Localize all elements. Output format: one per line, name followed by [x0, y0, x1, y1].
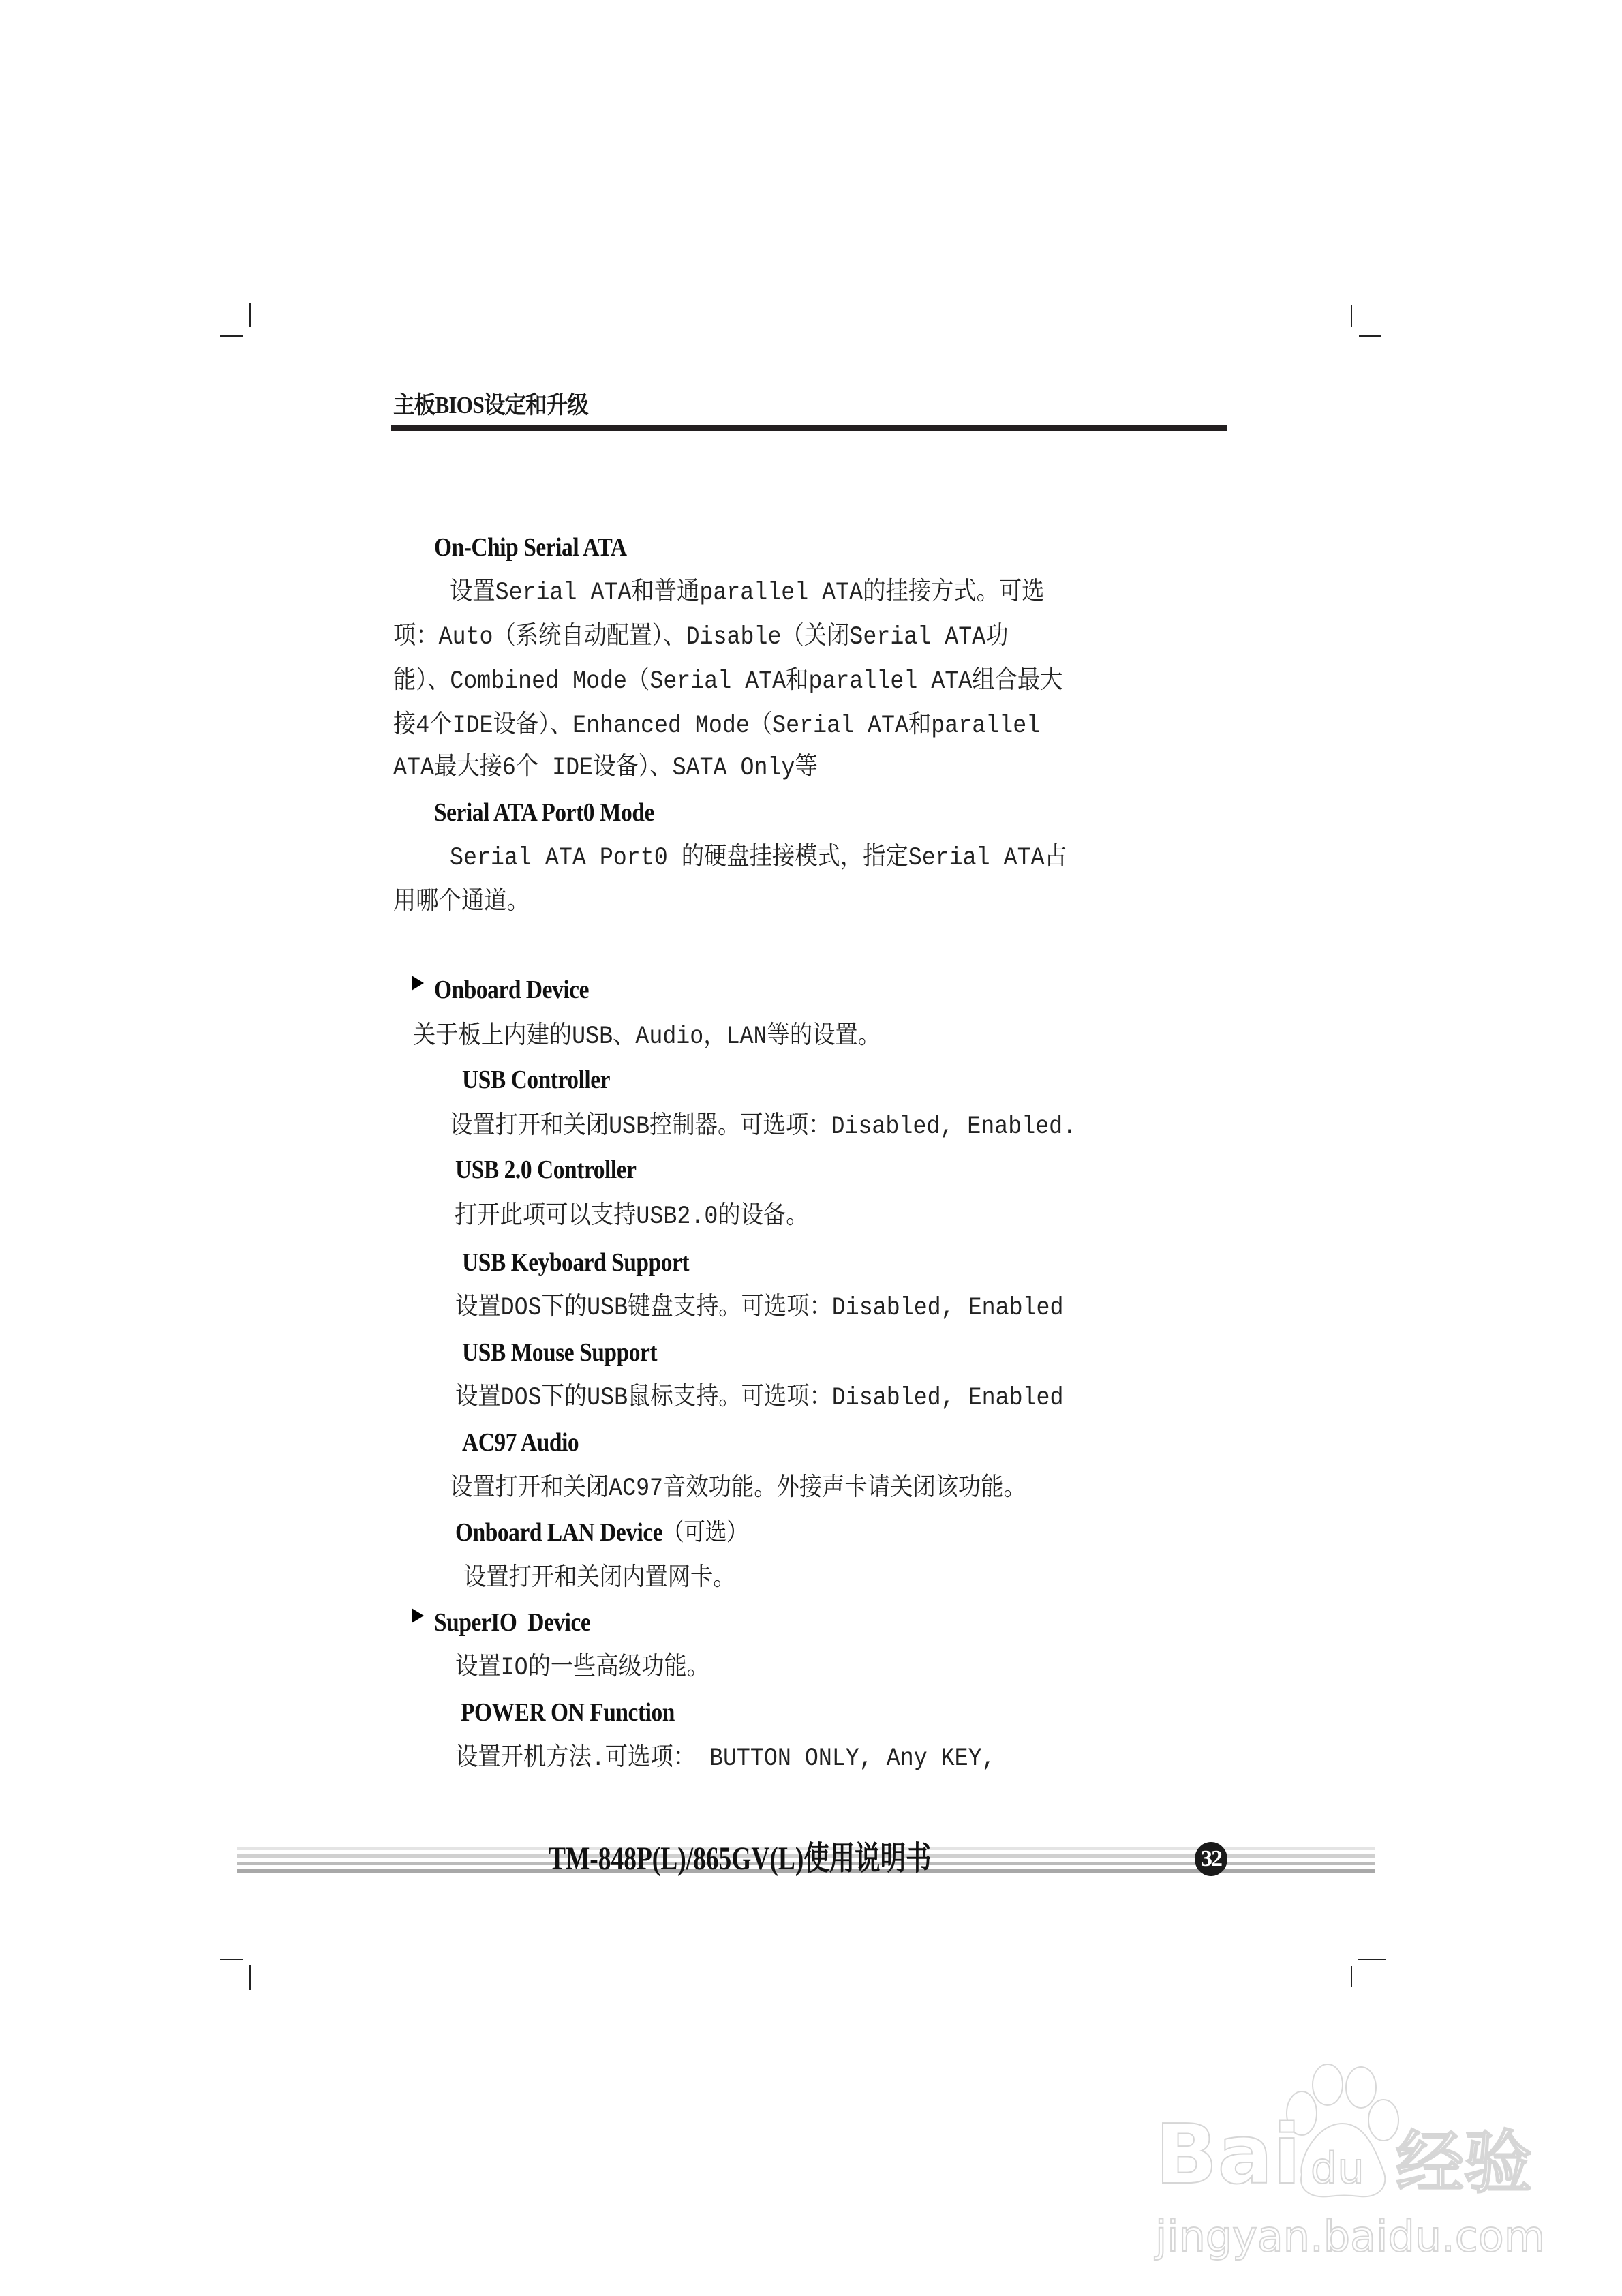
item-desc-ac97-audio: 设置打开和关闭AC97音效功能。外接声卡请关闭该功能。	[450, 1475, 1026, 1503]
triangle-right-icon	[412, 1608, 424, 1623]
onchip-desc-line-2: 项：Auto（系统自动配置）、Disable（关闭Serial ATA功	[393, 623, 1009, 652]
crop-mark-top-right-horizontal	[1359, 335, 1381, 337]
crop-mark-bottom-left-vertical	[249, 1965, 251, 1990]
watermark-brand: Bai	[1155, 2108, 1301, 2203]
superio-desc: 设置IO的一些高级功能。	[455, 1654, 709, 1682]
onchip-desc-line-3: 能）、Combined Mode（Serial ATA和parallel ATA组合最大	[393, 667, 1063, 696]
item-desc-power-on-function: 设置开机方法.可选项： BUTTON ONLY, Any KEY,	[455, 1744, 996, 1773]
watermark-url: jingyan.baidu.com	[1155, 2211, 1546, 2261]
item-title-onboard-lan-device-text: Onboard LAN Device	[455, 1518, 663, 1547]
crop-mark-bottom-right-horizontal	[1358, 1959, 1386, 1960]
onchip-desc-line-5: ATA最大接6个 IDE设备）、SATA Only等	[393, 754, 818, 783]
watermark-suffix: 经验	[1396, 2123, 1532, 2203]
onboard-desc: 关于板上内建的USB、Audio，LAN等的设置。	[413, 1023, 881, 1051]
item-desc-usb-controller: 设置打开和关闭USB控制器。可选项：Disabled, Enabled.	[450, 1113, 1077, 1141]
section-title-onchip-serial-ata: On-Chip Serial ATA	[434, 533, 627, 562]
item-title-usb20-controller: USB 2.0 Controller	[455, 1155, 637, 1184]
item-title-onboard-lan-device	[455, 1515, 748, 1550]
onchip-desc-line-1: 设置Serial ATA和普通parallel ATA的挂接方式。可选	[450, 579, 1045, 607]
item-desc-onboard-lan-device: 设置打开和关闭内置网卡。	[463, 1565, 736, 1593]
onchip-desc-line-4: 接4个IDE设备）、Enhanced Mode（Serial ATA和parallel	[393, 712, 1041, 740]
header-rule	[391, 425, 1227, 431]
item-desc-usb-keyboard-support: 设置DOS下的USB键盘支持。可选项：Disabled, Enabled	[455, 1294, 1064, 1323]
crop-mark-bottom-left-horizontal	[220, 1959, 243, 1960]
footer-manual-title: TM-848P(L)/865GV(L)使用说明书	[549, 1841, 932, 1877]
crop-mark-top-left-vertical	[249, 303, 251, 327]
crop-mark-bottom-right-vertical	[1351, 1966, 1352, 1987]
item-title-ac97-audio: AC97 Audio	[462, 1428, 579, 1457]
running-header-title: 主板BIOS设定和升级	[393, 392, 588, 419]
item-title-usb-mouse-support: USB Mouse Support	[462, 1338, 658, 1367]
watermark-paw-text: du	[1311, 2143, 1364, 2193]
item-desc-usb20-controller: 打开此项可以支持USB2.0的设备。	[455, 1203, 809, 1231]
item-desc-usb-mouse-support: 设置DOS下的USB鼠标支持。可选项：Disabled, Enabled	[455, 1384, 1064, 1413]
section-title-port0-mode: Serial ATA Port0 Mode	[434, 798, 654, 827]
item-title-usb-controller: USB Controller	[462, 1066, 611, 1094]
port0-desc-line-1: Serial ATA Port0 的硬盘挂接模式，指定Serial ATA占	[450, 844, 1067, 873]
crop-mark-top-right-vertical	[1351, 305, 1352, 327]
item-title-power-on-function: POWER ON Function	[461, 1698, 675, 1727]
item-title-optional-suffix: （可选）	[662, 1518, 748, 1546]
page-number-badge: 32	[1195, 1842, 1227, 1876]
baidu-jingyan-watermark	[1152, 2052, 1546, 2270]
crop-mark-top-left-horizontal	[220, 335, 243, 337]
item-title-usb-keyboard-support: USB Keyboard Support	[462, 1248, 690, 1277]
triangle-right-icon	[412, 976, 424, 991]
section-title-onboard-device: Onboard Device	[434, 976, 589, 1004]
section-title-superio-device: SuperIO Device	[434, 1608, 591, 1637]
port0-desc-line-2: 用哪个通道。	[393, 888, 530, 917]
